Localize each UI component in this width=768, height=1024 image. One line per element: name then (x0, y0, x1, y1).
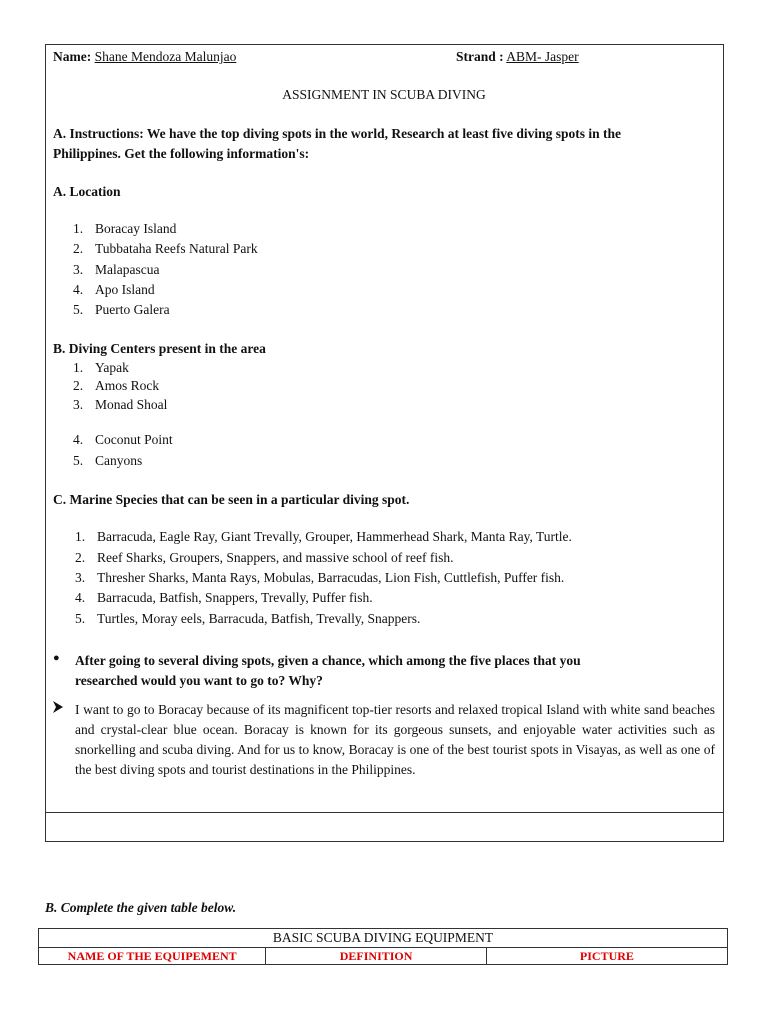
list-item: 3. Monad Shoal (73, 397, 168, 412)
strand-value: ABM- Jasper (506, 49, 579, 64)
list-item: 4. Coconut Point (73, 432, 173, 447)
column-header-name: NAME OF THE EQUIPEMENT (39, 948, 266, 965)
list-item: 4. Barracuda, Batfish, Snappers, Trevally, Puffer fish. (75, 590, 373, 605)
table-title: BASIC SCUBA DIVING EQUIPMENT (39, 929, 728, 948)
question-line-1: After going to several diving spots, given a chance, which among the five places that you (75, 653, 581, 668)
list-item: 5. Turtles, Moray eels, Barracuda, Batfish, Trevally, Snappers. (75, 611, 421, 626)
column-header-picture: PICTURE (486, 948, 727, 965)
arrowhead-bullet-icon (52, 700, 64, 718)
list-item: 4. Apo Island (73, 282, 155, 297)
answer-paragraph: I want to go to Boracay because of its magnificent top-tier resorts and relaxed tropical Island with white sand beaches and crystal-clear blue ocean. Boracay is known for its gorgeous sunsets, and enjoyable water activities such as snorkelling and scuba diving. And for us to know, Boracay is one of the best tourist spots in Visayas, as well as one of the best diving spots and tourist destinations in the Philippines. (75, 702, 715, 777)
list-item: 2. Reef Sharks, Groupers, Snappers, and massive school of reef fish. (75, 550, 454, 565)
page-title: ASSIGNMENT IN SCUBA DIVING (282, 87, 486, 102)
bullet-icon: ● (53, 652, 60, 664)
list-item: 2. Tubbataha Reefs Natural Park (73, 241, 258, 256)
name-line (53, 49, 236, 65)
column-header-definition: DEFINITION (266, 948, 486, 965)
question-line-2: researched would you want to go to? Why? (75, 673, 323, 688)
section-b-heading: B. Complete the given table below. (45, 900, 237, 915)
strand-label: Strand : (456, 49, 504, 64)
list-item: 1. Boracay Island (73, 221, 177, 236)
name-label: Name: (53, 49, 92, 64)
location-heading: A. Location (53, 184, 121, 199)
equipment-table (38, 928, 728, 965)
assignment-box-footer (45, 811, 724, 842)
list-item: 1. Yapak (73, 360, 129, 375)
list-item: 5. Canyons (73, 453, 143, 468)
centers-heading: B. Diving Centers present in the area (53, 341, 266, 356)
name-value: Shane Mendoza Malunjao (94, 49, 237, 64)
list-item: 2. Amos Rock (73, 378, 160, 393)
species-heading: C. Marine Species that can be seen in a particular diving spot. (53, 492, 410, 507)
instructions-line-2: Philippines. Get the following information's: (53, 146, 310, 161)
strand-line (456, 49, 579, 65)
list-item: 3. Malapascua (73, 262, 160, 277)
list-item: 5. Puerto Galera (73, 302, 170, 317)
list-item: 3. Thresher Sharks, Manta Rays, Mobulas, Barracudas, Lion Fish, Cuttlefish, Puffer fish. (75, 570, 565, 585)
list-item: 1. Barracuda, Eagle Ray, Giant Trevally, Grouper, Hammerhead Shark, Manta Ray, Turtle. (75, 529, 572, 544)
instructions-line-1: A. Instructions: We have the top diving spots in the world, Research at least five diving spots in the (53, 126, 622, 141)
